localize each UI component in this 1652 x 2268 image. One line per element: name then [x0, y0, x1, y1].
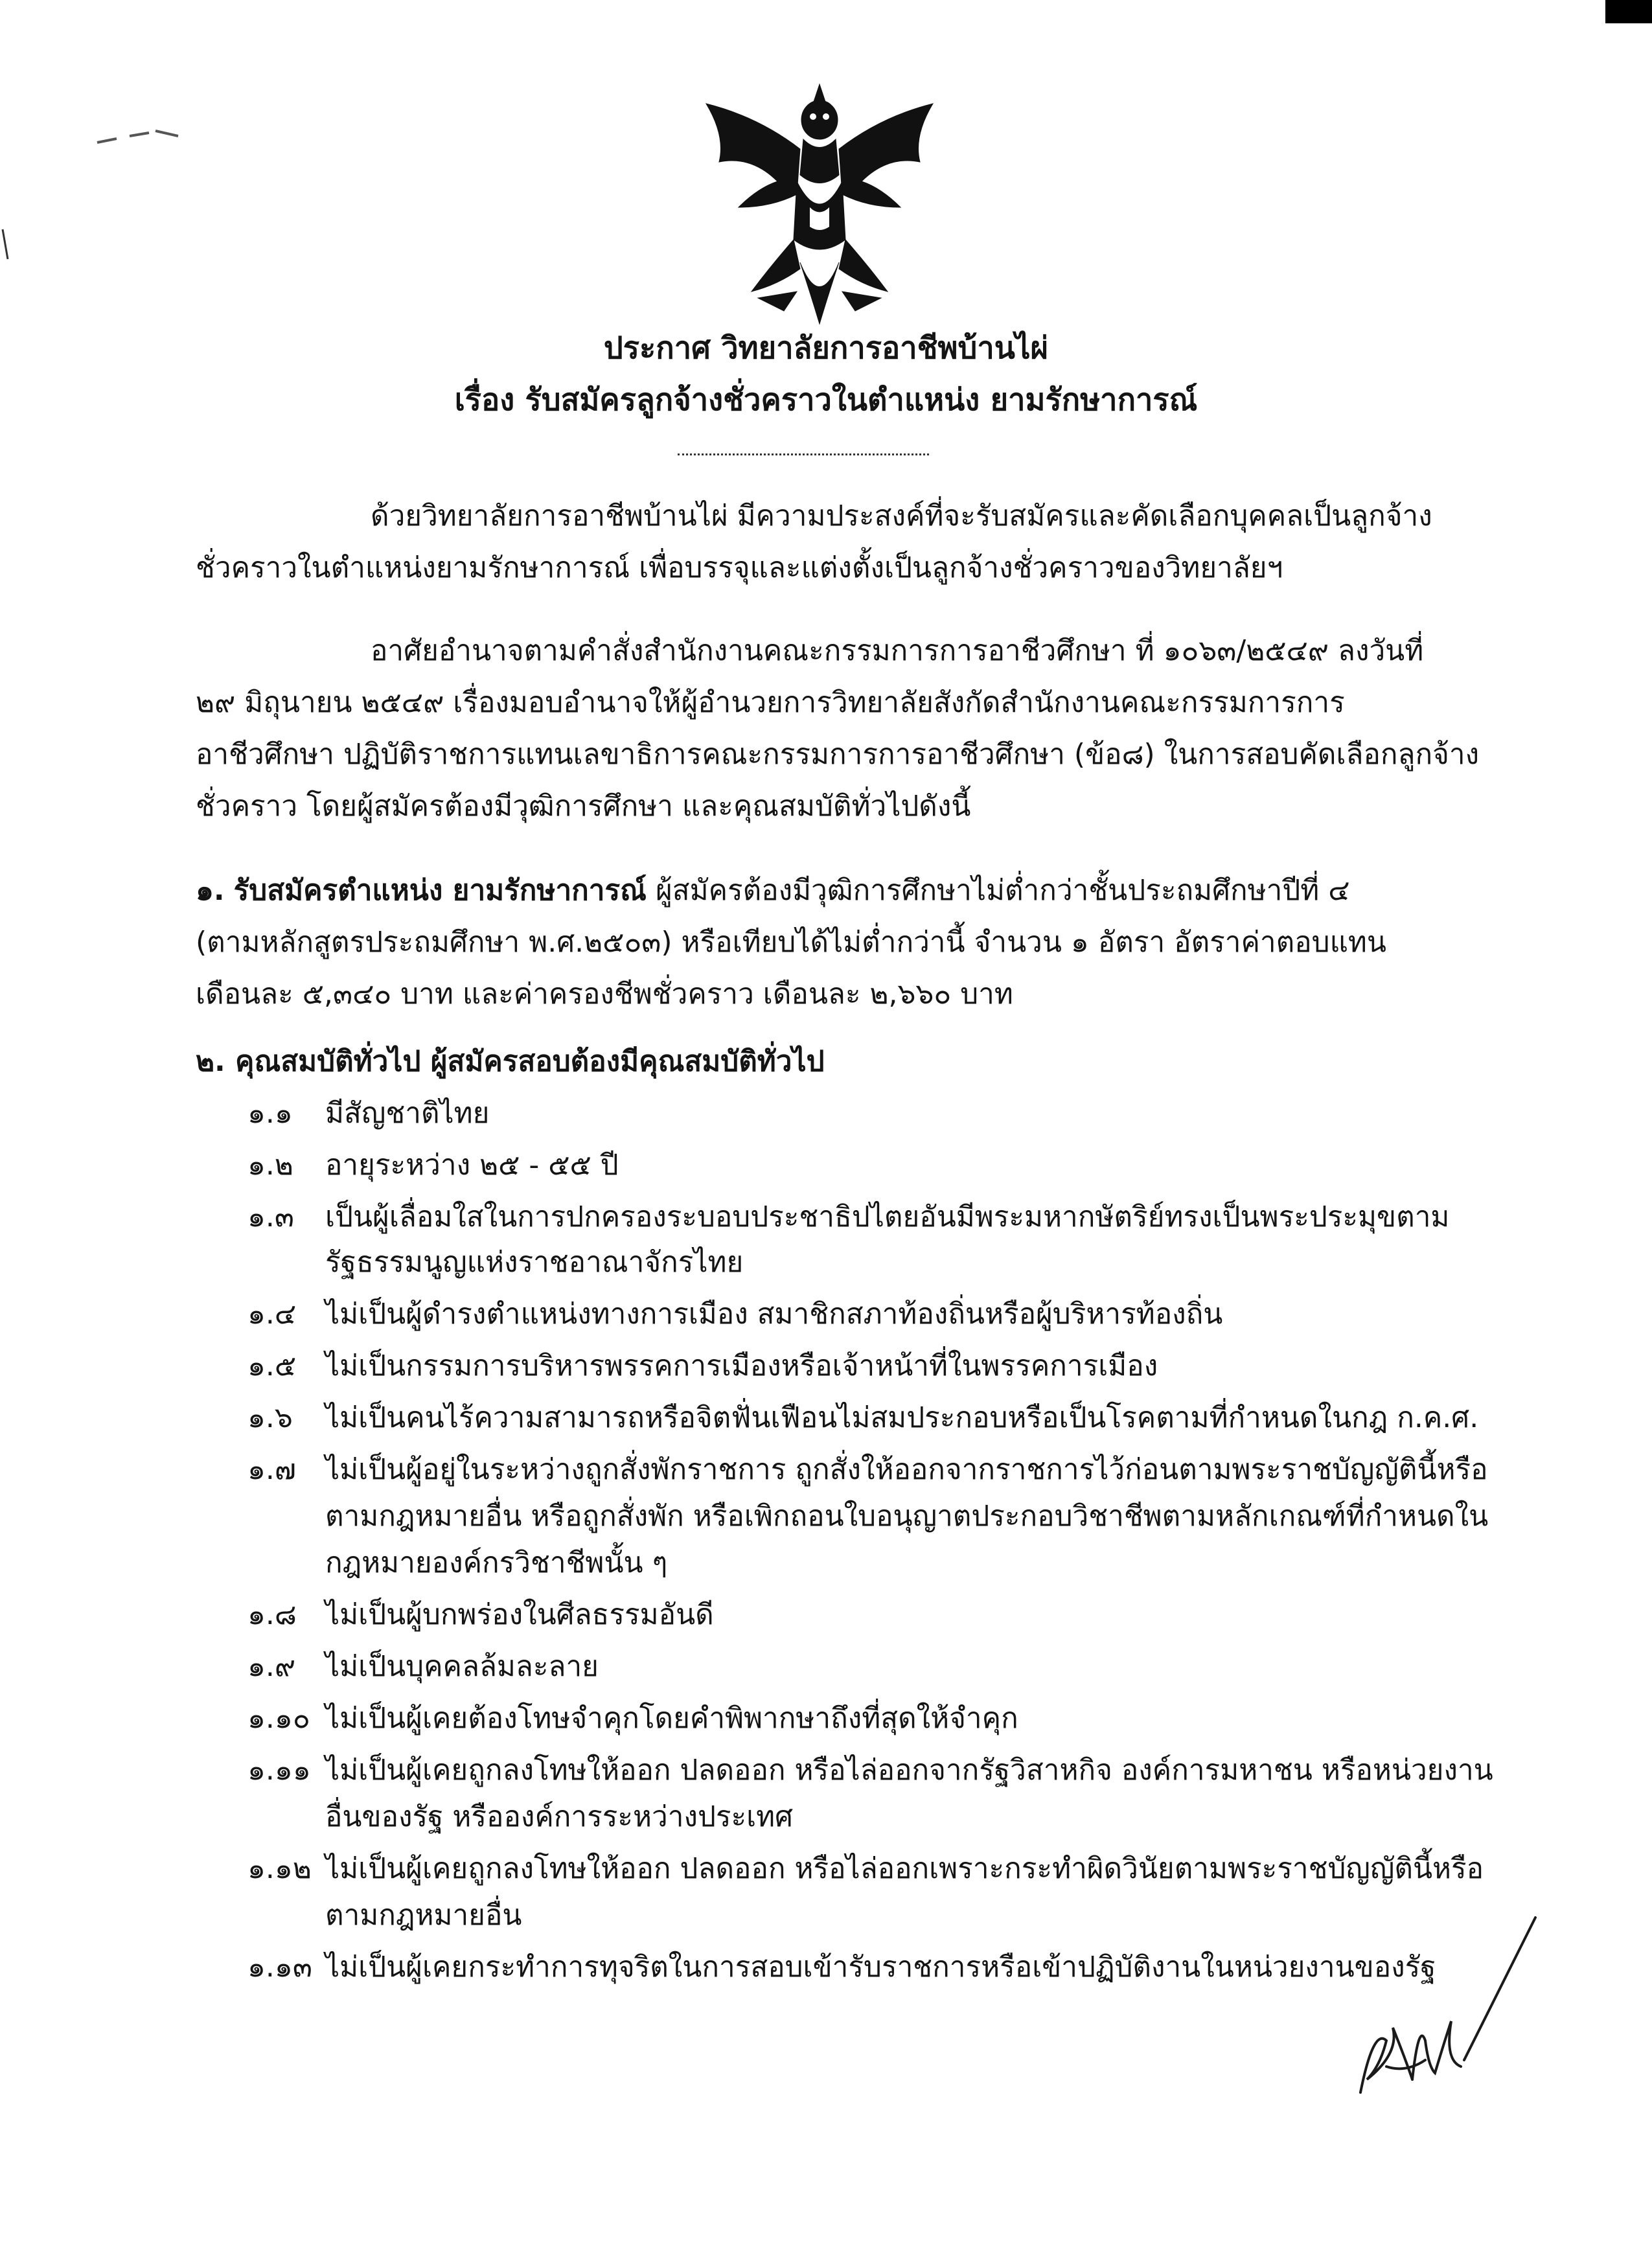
list-item: ไม่เป็นกรรมการบริหารพรรคการเมืองหรือเจ้าหน้าที่ในพรรคการเมือง — [325, 1349, 1158, 1382]
list-item: อายุระหว่าง ๒๕ - ๕๕ ปี — [325, 1149, 619, 1182]
list-item: ไม่เป็นผู้เคยกระทำการทุจริตในการสอบเข้ารับราชการหรือเข้าปฏิบัติงานในหน่วยงานของรัฐ — [325, 1951, 1436, 1984]
list-item: เป็นผู้เลื่อมใสในการปกครองระบอบประชาธิปไตยอันมีพระมหากษัตริย์ทรงเป็นพระประมุขตาม — [325, 1200, 1450, 1233]
list-item-number: ๑.๑๓ — [247, 1951, 312, 1984]
section-1-line — [196, 872, 1350, 910]
section-1-line: (ตามหลักสูตรประถมศึกษา พ.ศ.๒๕๐๓) หรือเทียบได้ไม่ต่ำกว่านี้ จำนวน ๑ อัตรา อัตราค่าตอบแทน — [196, 926, 1387, 959]
authority-line: อาศัยอำนาจตามคำสั่งสำนักงานคณะกรรมการการอาชีวศึกษา ที่ ๑๐๖๓/๒๕๔๙ ลงวันที่ — [371, 634, 1424, 667]
section-2-heading: คุณสมบัติทั่วไป ผู้สมัครสอบต้องมีคุณสมบัติทั่วไป — [235, 1045, 825, 1078]
section-1-text: ผู้สมัครต้องมีวุฒิการศึกษาไม่ต่ำกว่าชั้นประถมศึกษาปีที่ ๔ — [646, 874, 1350, 907]
scan-speck — [0, 227, 13, 266]
list-item-number: ๑.๑ — [247, 1097, 293, 1130]
list-item: ไม่เป็นผู้เคยถูกลงโทษให้ออก ปลดออก หรือไล่ออกจากรัฐวิสาหกิจ องค์การมหาชน หรือหน่วยงาน — [325, 1754, 1493, 1787]
list-item-number: ๑.๑๑ — [247, 1754, 311, 1787]
list-item-continuation: ตามกฎหมายอื่น — [325, 1899, 522, 1932]
list-item-number: ๑.๗ — [247, 1453, 297, 1486]
list-item-number: ๑.๒ — [247, 1149, 293, 1182]
announcement-subject: เรื่อง รับสมัครลูกจ้างชั่วคราวในตำแหน่ง ยามรักษาการณ์ — [454, 382, 1198, 418]
title-divider — [678, 453, 929, 455]
section-1-number: ๑. — [196, 874, 225, 907]
announcement-title: ประกาศ วิทยาลัยการอาชีพบ้านไผ่ — [603, 330, 1049, 366]
list-item: ไม่เป็นผู้อยู่ในระหว่างถูกสั่งพักราชการ ถูกสั่งให้ออกจากราชการไว้ก่อนตามพระราชบัญญัตินี้หรือ — [325, 1453, 1488, 1486]
list-item-continuation: กฎหมายองค์กรวิชาชีพนั้น ๆ — [325, 1546, 668, 1579]
section-1-line: เดือนละ ๕,๓๔๐ บาท และค่าครองชีพชั่วคราว เดือนละ ๒,๖๖๐ บาท — [196, 978, 1013, 1011]
list-item: ไม่เป็นบุคคลล้มละลาย — [325, 1650, 599, 1683]
authority-line: อาชีวศึกษา ปฏิบัติราชการแทนเลขาธิการคณะกรรมการการอาชีวศึกษา (ข้อ๘) ในการสอบคัดเลือกลูกจ้าง — [196, 738, 1480, 771]
list-item: ไม่เป็นคนไร้ความสามารถหรือจิตฟั่นเฟือนไม่สมประกอบหรือเป็นโรคตามที่กำหนดในกฎ ก.ค.ศ. — [325, 1401, 1479, 1434]
garuda-emblem — [680, 78, 959, 337]
list-item: ไม่เป็นผู้ดำรงตำแหน่งทางการเมือง สมาชิกสภาท้องถิ่นหรือผู้บริหารท้องถิ่น — [325, 1298, 1223, 1331]
list-item-number: ๑.๕ — [247, 1349, 297, 1382]
section-1-heading: รับสมัครตำแหน่ง ยามรักษาการณ์ — [233, 874, 647, 907]
list-item: ไม่เป็นผู้บกพร่องในศีลธรรมอันดี — [325, 1598, 714, 1631]
intro-line: ด้วยวิทยาลัยการอาชีพบ้านไผ่ มีความประสงค์ที่จะรับสมัครและคัดเลือกบุคคลเป็นลูกจ้าง — [371, 499, 1432, 533]
list-item: ไม่เป็นผู้เคยถูกลงโทษให้ออก ปลดออก หรือไล่ออกเพราะกระทำผิดวินัยตามพระราชบัญญัตินี้หรือ — [325, 1852, 1484, 1885]
list-item: ไม่เป็นผู้เคยต้องโทษจำคุกโดยคำพิพากษาถึงที่สุดให้จำคุก — [325, 1702, 1018, 1735]
list-item-number: ๑.๑๐ — [247, 1702, 310, 1735]
intro-line: ชั่วคราวในตำแหน่งยามรักษาการณ์ เพื่อบรรจุและแต่งตั้งเป็นลูกจ้างชั่วคราวของวิทยาลัยฯ — [196, 551, 1283, 584]
handwritten-signature — [1348, 1911, 1542, 2105]
authority-line: ชั่วคราว โดยผู้สมัครต้องมีวุฒิการศึกษา และคุณสมบัติทั่วไปดังนี้ — [196, 790, 971, 823]
scan-speck — [91, 117, 194, 155]
list-item-continuation: รัฐธรรมนูญแห่งราชอาณาจักรไทย — [325, 1246, 744, 1279]
section-2-heading-line — [196, 1043, 825, 1081]
scan-corner-mark — [1605, 0, 1652, 23]
list-item: มีสัญชาติไทย — [325, 1097, 490, 1130]
list-item-continuation: อื่นของรัฐ หรือองค์การระหว่างประเทศ — [325, 1800, 794, 1833]
list-item-continuation: ตามกฎหมายอื่น หรือถูกสั่งพัก หรือเพิกถอนใบอนุญาตประกอบวิชาชีพตามหลักเกณฑ์ที่กำหนดใน — [325, 1500, 1489, 1533]
section-2-number: ๒. — [196, 1045, 225, 1078]
list-item-number: ๑.๑๒ — [247, 1852, 312, 1885]
list-item-number: ๑.๔ — [247, 1298, 297, 1331]
list-item-number: ๑.๖ — [247, 1401, 293, 1434]
list-item-number: ๑.๙ — [247, 1650, 296, 1683]
list-item-number: ๑.๘ — [247, 1598, 297, 1631]
list-item-number: ๑.๓ — [247, 1200, 294, 1233]
authority-line: ๒๙ มิถุนายน ๒๕๔๙ เรื่องมอบอำนาจให้ผู้อำนวยการวิทยาลัยสังกัดสำนักงานคณะกรรมการการ — [196, 686, 1345, 719]
